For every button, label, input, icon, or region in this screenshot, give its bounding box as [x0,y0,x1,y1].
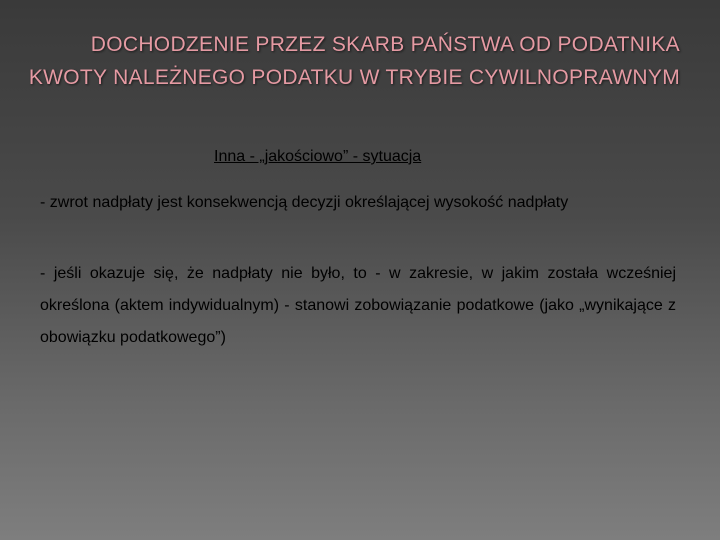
paragraph-refund: - zwrot nadpłaty jest konsekwencją decyzji określającej wysokość nadpłaty [40,194,569,211]
paragraph-no-overpayment: - jeśli okazuje się, że nadpłaty nie było, to - w zakresie, w jakim została wcześniej określona (aktem indywidualnym) - stanowi zobowiązanie podatkowe (jako „wynikające z obowiązku podatkowego”) [40,265,676,346]
slide-subtitle: Inna - „jakościowo” - sytuacja [214,148,422,165]
slide-title: DOCHODZENIE PRZEZ SKARB PAŃSTWA OD PODATNIKA KWOTY NALEŻNEGO PODATKU W TRYBIE CYWILNOPRAWNYM [28,33,680,89]
